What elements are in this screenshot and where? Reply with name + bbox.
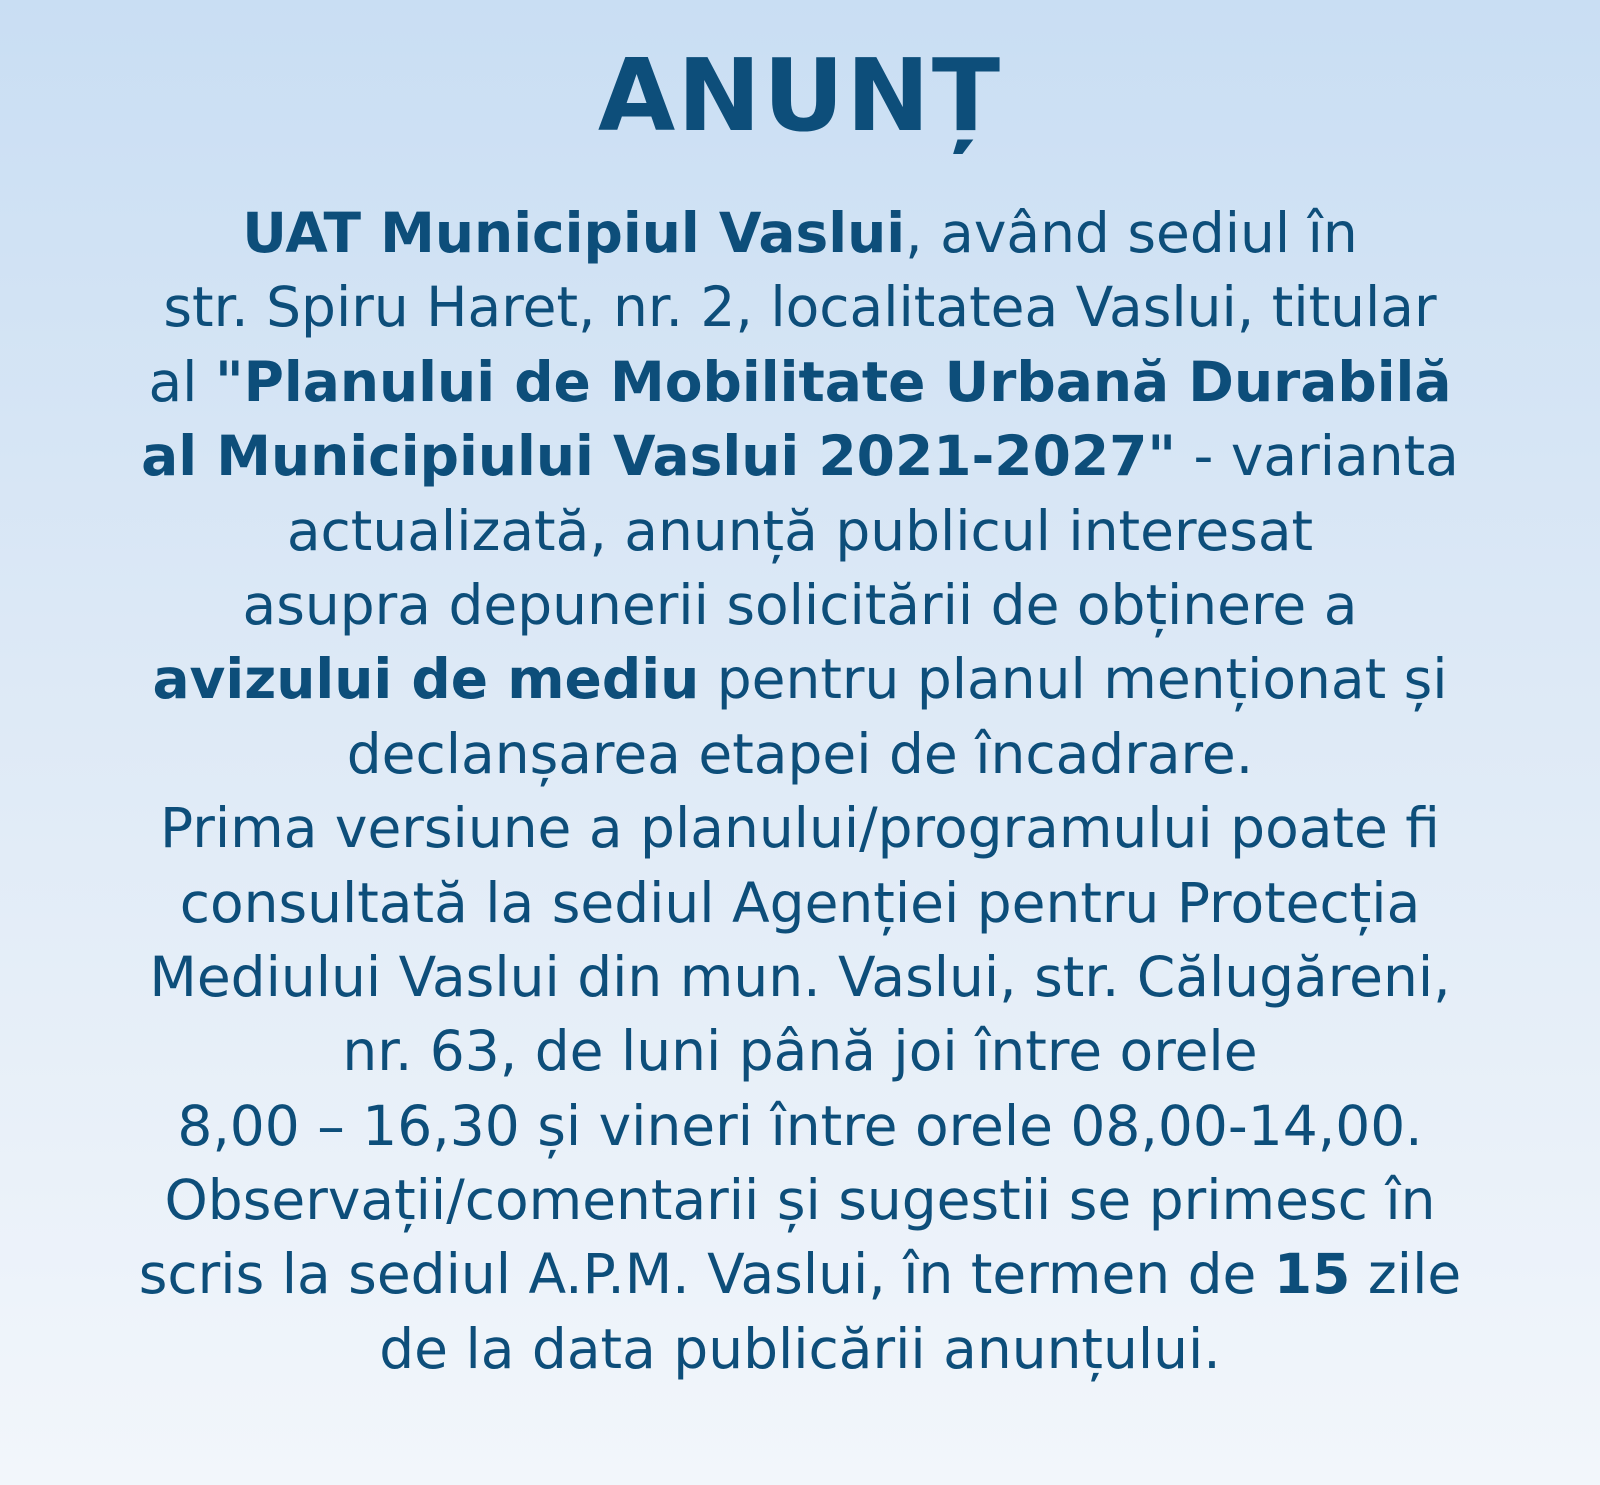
announcement-line	[0, 1014, 1600, 1088]
text-segment: - varianta	[1176, 424, 1459, 489]
text-segment: Prima versiune a planului/programului poate fi	[160, 796, 1440, 861]
announcement-line	[0, 568, 1600, 642]
announcement-line	[0, 494, 1600, 568]
text-segment: nr. 63, de luni până joi între orele	[342, 1019, 1258, 1084]
announcement-title: ANUNȚ	[597, 37, 1003, 154]
text-segment: al	[148, 349, 215, 414]
text-segment: 8,00 – 16,30 și vineri între orele 08,00-14,00.	[177, 1093, 1423, 1158]
announcement-line	[0, 196, 1600, 270]
text-segment: Mediului Vaslui din mun. Vaslui, str. Călugăreni,	[149, 944, 1451, 1009]
announcement-line	[0, 1237, 1600, 1311]
announcement-line	[0, 866, 1600, 940]
text-segment: zile	[1350, 1242, 1462, 1307]
text-segment: scris la sediul A.P.M. Vaslui, în termen de	[138, 1242, 1274, 1307]
announcement-line	[0, 717, 1600, 791]
announcement-body	[0, 196, 1600, 1386]
announcement-line	[0, 940, 1600, 1014]
announcement-line	[0, 1312, 1600, 1386]
bold-text-segment: "Planului de Mobilitate Urbană Durabilă	[214, 349, 1452, 414]
text-segment: actualizată, anunță publicul interesat	[286, 498, 1314, 563]
text-segment: declanșarea etapei de încadrare.	[346, 721, 1254, 786]
bold-text-segment: 15	[1273, 1242, 1351, 1307]
bold-text-segment: al Municipiului Vaslui 2021-2027"	[141, 424, 1177, 489]
text-segment: asupra depunerii solicitării de obținere a	[242, 572, 1358, 637]
announcement-line	[0, 642, 1600, 716]
text-segment: str. Spiru Haret, nr. 2, localitatea Vaslui, titular	[163, 275, 1437, 340]
announcement-line	[0, 1089, 1600, 1163]
announcement-line	[0, 419, 1600, 493]
bold-text-segment: avizului de mediu	[152, 647, 700, 712]
announcement-line	[0, 791, 1600, 865]
announcement-line	[0, 270, 1600, 344]
text-segment: de la data publicării anunțului.	[379, 1316, 1221, 1381]
announcement-line	[0, 345, 1600, 419]
text-segment: Observații/comentarii și sugestii se primesc în	[164, 1168, 1436, 1233]
text-segment: , având sediul în	[905, 201, 1358, 265]
text-segment: consultată la sediul Agenției pentru Protecția	[179, 870, 1421, 935]
text-segment: pentru planul menționat și	[699, 647, 1448, 712]
announcement-line	[0, 1163, 1600, 1237]
bold-text-segment: UAT Municipiul Vaslui	[242, 201, 906, 265]
